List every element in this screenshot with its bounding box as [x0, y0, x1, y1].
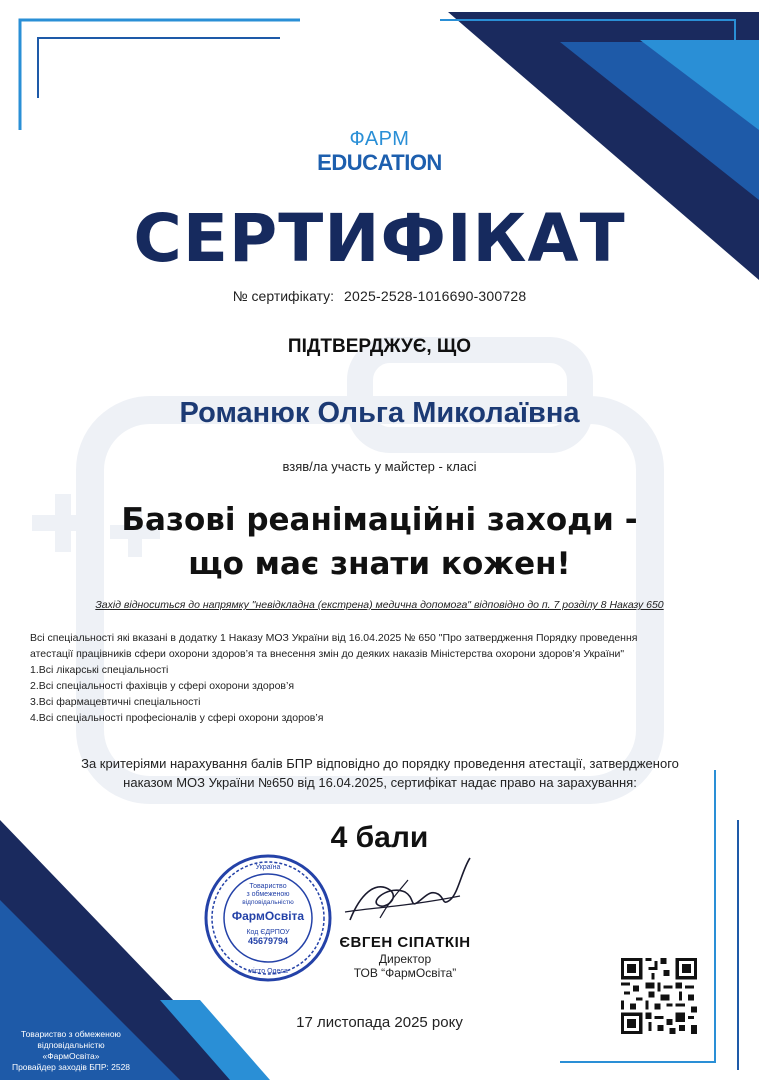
course-title-line-2: що має знати кожен!: [188, 546, 571, 582]
logo-top-text: ФАРМ: [349, 128, 410, 150]
points-awarded: 4 бали: [330, 821, 429, 854]
seal-code: 45679794: [247, 936, 289, 946]
seal-city: місто Одеса: [248, 968, 288, 975]
specialties-intro-line-1: Всі спеціальності які вказані в додатку 1 Наказу МОЗ України від 16.04.2025 № 650 "Про затвердження Порядку проведення: [30, 632, 638, 644]
criteria-text: [40, 754, 720, 792]
director-name: ЄВГЕН СІПАТКІН: [339, 934, 471, 951]
specialty-item: 3.Всі фармацевтичні спеціальності: [30, 696, 201, 708]
director-organization: ТОВ “ФармОсвіта”: [353, 966, 457, 980]
course-title-line-1: Базові реанімаційні заходи -: [121, 502, 638, 538]
company-seal: [202, 852, 334, 984]
certificate-number-row: [0, 288, 759, 304]
pharm-education-logo: [0, 128, 759, 176]
seal-brand: ФармОсвіта: [231, 909, 305, 923]
course-title: [0, 498, 759, 586]
seal-company-line-1: Товариство: [249, 883, 287, 890]
certificate-number: 2025-2528-1016690-300728: [344, 288, 527, 304]
confirm-heading: ПІДТВЕРДЖУЄ, ЩО: [287, 336, 472, 357]
corner-line-top-left: [20, 20, 300, 130]
footer-line-2: відповідальністю: [37, 1040, 105, 1050]
participation-text: взяв/ла участь у майстер - класі: [282, 459, 477, 474]
certificate-number-label: № сертифікату:: [232, 288, 335, 304]
direction-note: Захід відноситься до напрямку "невідкладна (екстрена) медична допомога" відповідно до п. 7 розділу 8 Наказу 650: [95, 599, 664, 611]
certificate-title: СЕРТИФІКАТ: [133, 200, 626, 277]
seal-company-line-3: відповідальністю: [242, 899, 294, 906]
seal-code-label: Код ЄДРПОУ: [246, 929, 290, 936]
seal-top-text: Україна: [255, 864, 281, 871]
specialties-intro-line-2: атестації працівників сфери охорони здоров’я та внесення змін до деяких наказів Міністерства охорони здоров’я України": [30, 648, 625, 660]
director-role: Директор: [378, 952, 432, 966]
specialties-block: [30, 630, 740, 726]
seal-company-line-2: з обмеженою: [246, 891, 290, 898]
criteria-line-1: За критеріями нарахування балів БПР відповідно до порядку проведення атестації, затвердженого: [81, 756, 679, 771]
specialty-item: 4.Всі спеціальності професіоналів у сфері охорони здоров’я: [30, 712, 324, 724]
specialty-item: 2.Всі спеціальності фахівців у сфері охорони здоров’я: [30, 680, 295, 692]
corner-line-top-left-inner: [38, 38, 280, 98]
footer-line-4: Провайдер заходів БПР: 2528: [11, 1062, 131, 1072]
footer-line-1: Товариство з обмеженою: [21, 1029, 121, 1039]
director-signature: [330, 850, 480, 930]
provider-footer: [6, 1029, 136, 1073]
issue-date: 17 листопада 2025 року: [296, 1014, 463, 1031]
recipient-name: Романюк Ольга Миколаївна: [179, 397, 580, 429]
logo-bottom-text: EDUCATION: [317, 150, 442, 175]
specialty-item: 1.Всі лікарські спеціальності: [30, 664, 169, 676]
footer-line-3: «ФармОсвіта»: [42, 1051, 100, 1061]
criteria-line-2: наказом МОЗ України №650 від 16.04.2025, сертифікат надає право на зарахування:: [123, 775, 637, 790]
